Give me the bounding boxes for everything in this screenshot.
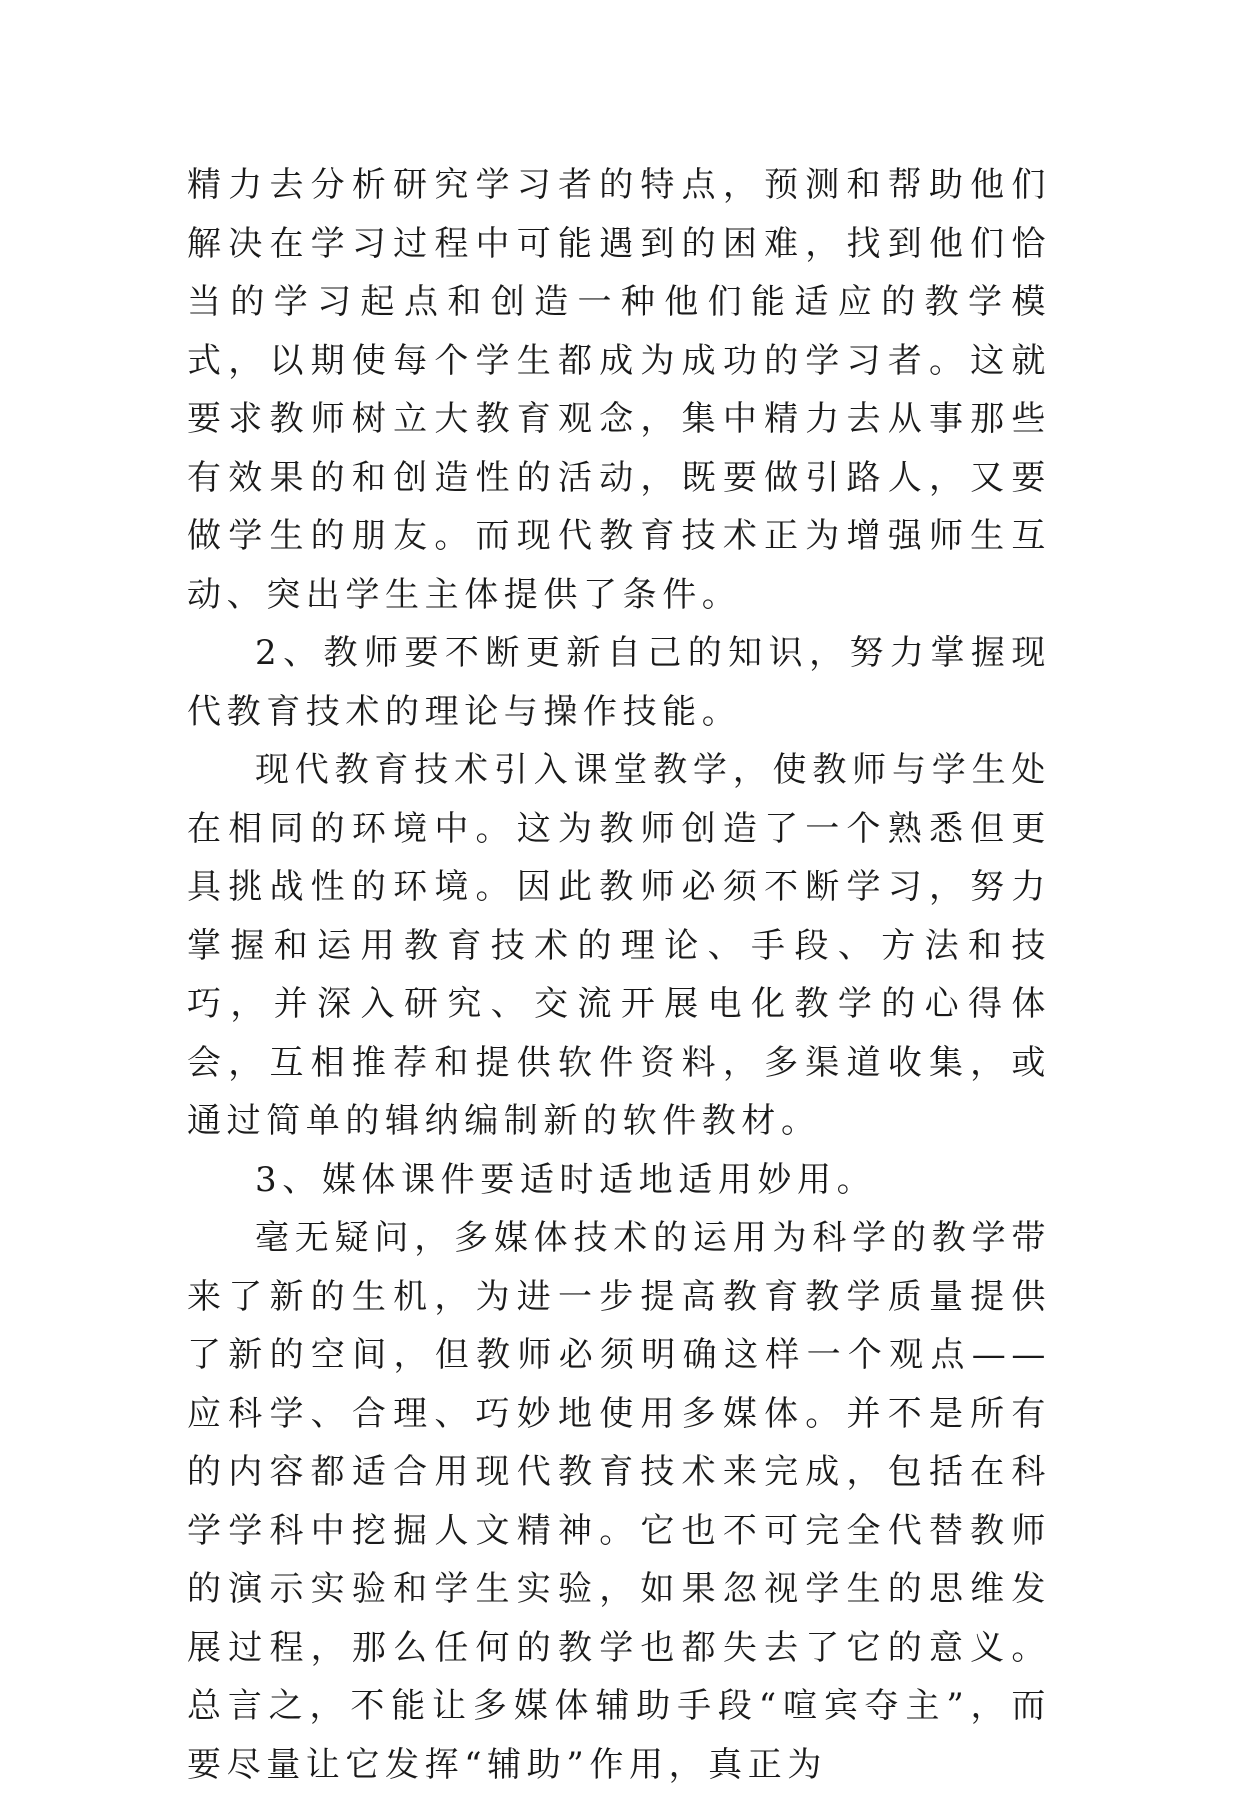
- paragraph-continued: 精力去分析研究学习者的特点，预测和帮助他们解决在学习过程中可能遇到的困难，找到他们恰当的学习起点和创造一种他们能适应的教学模式，以期使每个学生都成为成功的学习者。这就要求教师树立大教育观念，集中精力去从事那些有效果的和创造性的活动，既要做引路人，又要做学生的朋友。而现代教育技术正为增强师生互动、突出学生主体提供了条件。: [187, 165, 1051, 615]
- paragraph-point-2-heading: 2、教师要不断更新自己的知识，努力掌握现代教育技术的理论与操作技能。: [187, 633, 1051, 732]
- document-body: [187, 156, 1051, 1794]
- paragraph-point-2-body: 现代教育技术引入课堂教学，使教师与学生处在相同的环境中。这为教师创造了一个熟悉但更具挑战性的环境。因此教师必须不断学习，努力掌握和运用教育技术的理论、手段、方法和技巧，并深入研究、交流开展电化教学的心得体会，互相推荐和提供软件资料，多渠道收集，或通过简单的辑纳编制新的软件教材。: [187, 750, 1051, 1141]
- paragraph-point-3-body: 毫无疑问，多媒体技术的运用为科学的教学带来了新的生机，为进一步提高教育教学质量提供了新的空间，但教师必须明确这样一个观点——应科学、合理、巧妙地使用多媒体。并不是所有的内容都适合用现代教育技术来完成，包括在科学学科中挖掘人文精神。它也不可完全代替教师的演示实验和学生实验，如果忽视学生的思维发展过程，那么任何的教学也都失去了它的意义。总言之，不能让多媒体辅助手段“喧宾夺主”，而要尽量让它发挥“辅助”作用，真正为: [187, 1218, 1051, 1785]
- paragraph-point-3-heading: 3、媒体课件要适时适地适用妙用。: [255, 1159, 877, 1200]
